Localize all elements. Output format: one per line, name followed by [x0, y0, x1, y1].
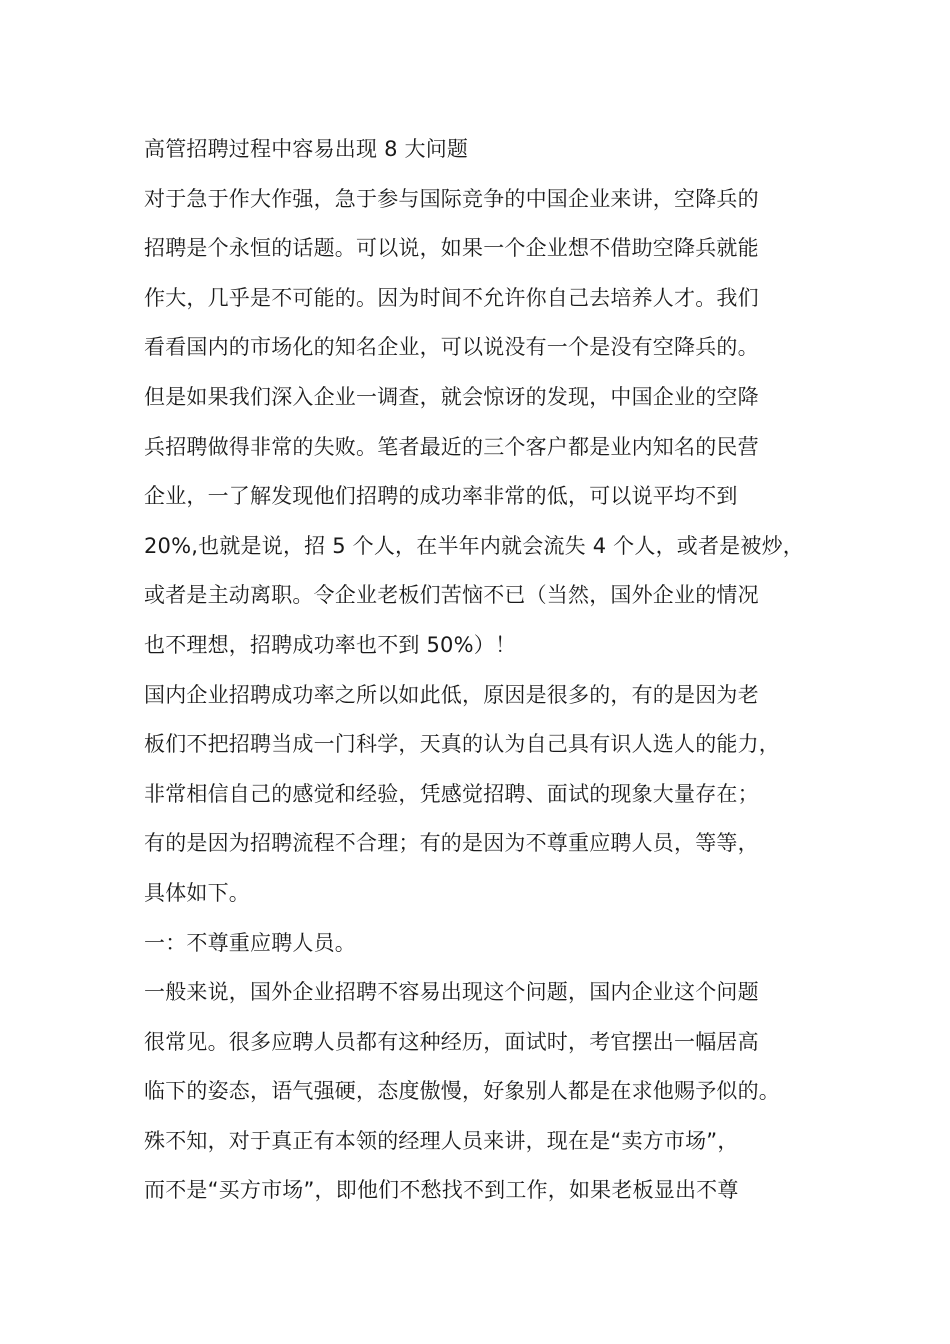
text-line: 具体如下。 [144, 880, 250, 905]
text-line: 国内企业招聘成功率之所以如此低，原因是很多的，有的是因为老 [144, 682, 759, 707]
text-line: 而不是“买方市场”，即他们不愁找不到工作，如果老板显出不尊 [144, 1178, 739, 1203]
text-line: 作大，几乎是不可能的。因为时间不允许你自己去培养人才。我们 [144, 285, 759, 310]
text-line: 20%,也就是说，招 5 个人，在半年内就会流失 4 个人，或者是被炒， [144, 533, 804, 558]
document-title: 高管招聘过程中容易出现 8 大问题 [144, 137, 469, 161]
text-line: 但是如果我们深入企业一调查，就会惊讶的发现，中国企业的空降 [144, 384, 759, 409]
text-line: 非常相信自己的感觉和经验，凭感觉招聘、面试的现象大量存在； [144, 781, 759, 806]
text-line: 或者是主动离职。令企业老板们苦恼不已（当然，国外企业的情况 [144, 583, 759, 608]
text-line: 一般来说，国外企业招聘不容易出现这个问题，国内企业这个问题 [144, 980, 759, 1005]
text-line: 看看国内的市场化的知名企业，可以说没有一个是没有空降兵的。 [144, 335, 759, 360]
text-line: 有的是因为招聘流程不合理；有的是因为不尊重应聘人员，等等， [144, 831, 759, 856]
text-line: 板们不把招聘当成一门科学，天真的认为自己具有识人选人的能力， [144, 732, 780, 757]
text-line: 招聘是个永恒的话题。可以说，如果一个企业想不借助空降兵就能 [144, 236, 759, 261]
text-line: 也不理想，招聘成功率也不到 50%）！ [144, 632, 517, 657]
document-body [144, 125, 844, 1216]
text-line: 企业，一了解发现他们招聘的成功率非常的低，可以说平均不到 [144, 484, 738, 509]
text-line: 临下的姿态，语气强硬，态度傲慢，好象别人都是在求他赐予似的。 [144, 1079, 780, 1104]
text-line: 殊不知，对于真正有本领的经理人员来讲，现在是“卖方市场”， [144, 1128, 739, 1153]
text-line: 很常见。很多应聘人员都有这种经历，面试时，考官摆出一幅居高 [144, 1029, 759, 1054]
text-line: 兵招聘做得非常的失败。笔者最近的三个客户都是业内知名的民营 [144, 434, 759, 459]
section-heading: 一：不尊重应聘人员。 [144, 930, 356, 955]
text-line: 对于急于作大作强，急于参与国际竞争的中国企业来讲，空降兵的 [144, 186, 759, 211]
